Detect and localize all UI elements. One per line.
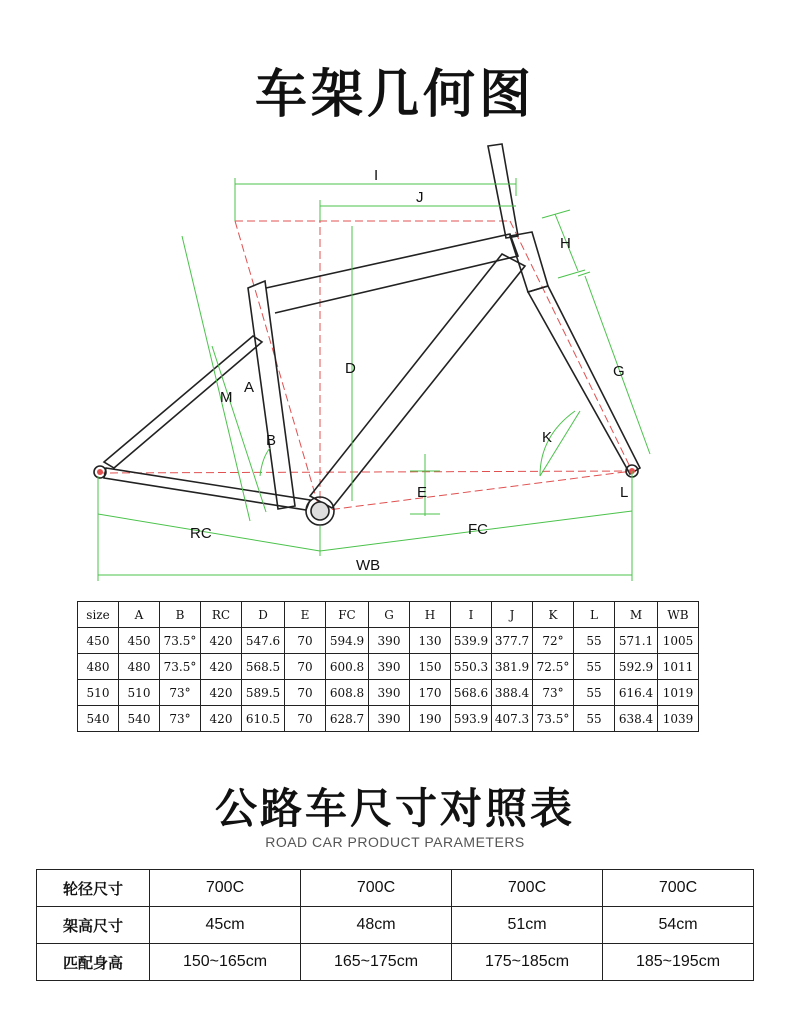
- table-cell: 550.3: [451, 654, 492, 680]
- table-cell: 48cm: [301, 907, 452, 944]
- table-cell: 1039: [658, 706, 699, 732]
- table-cell: 73.5°: [533, 706, 574, 732]
- geometry-table: [77, 601, 699, 732]
- header-cell: D: [242, 602, 285, 628]
- table-cell: 150~165cm: [150, 944, 301, 981]
- table-cell: 55: [574, 680, 615, 706]
- table-cell: 72.5°: [533, 654, 574, 680]
- table-cell: 70: [285, 706, 326, 732]
- table-cell: 70: [285, 680, 326, 706]
- table-cell: 610.5: [242, 706, 285, 732]
- table-cell: 480: [119, 654, 160, 680]
- table-cell: 450: [78, 628, 119, 654]
- table-cell: 420: [201, 628, 242, 654]
- table-cell: 377.7: [492, 628, 533, 654]
- table-cell: 54cm: [603, 907, 754, 944]
- table-cell: 700C: [150, 870, 301, 907]
- table-cell: 390: [369, 654, 410, 680]
- header-cell: WB: [658, 602, 699, 628]
- label-FC: FC: [468, 521, 488, 538]
- table-cell: 593.9: [451, 706, 492, 732]
- table-cell: 1019: [658, 680, 699, 706]
- table-cell: 594.9: [326, 628, 369, 654]
- table-cell: 420: [201, 680, 242, 706]
- header-cell: size: [78, 602, 119, 628]
- label-H: H: [560, 235, 571, 252]
- table-cell: 73.5°: [160, 654, 201, 680]
- table-cell: 592.9: [615, 654, 658, 680]
- table-cell: 420: [201, 706, 242, 732]
- table-cell: 72°: [533, 628, 574, 654]
- table-cell: 568.6: [451, 680, 492, 706]
- header-cell: FC: [326, 602, 369, 628]
- header-cell: A: [119, 602, 160, 628]
- table-cell: 700C: [603, 870, 754, 907]
- table-cell: 70: [285, 654, 326, 680]
- table-cell: 390: [369, 628, 410, 654]
- product-size-table: [36, 869, 754, 981]
- table-row: [78, 680, 699, 706]
- header-cell: K: [533, 602, 574, 628]
- table-row: [78, 628, 699, 654]
- table-cell: 547.6: [242, 628, 285, 654]
- table-cell: 510: [78, 680, 119, 706]
- table-cell: 638.4: [615, 706, 658, 732]
- table-cell: 185~195cm: [603, 944, 754, 981]
- table-cell: 130: [410, 628, 451, 654]
- table-cell: 510: [119, 680, 160, 706]
- table-cell: 55: [574, 628, 615, 654]
- table-cell: 600.8: [326, 654, 369, 680]
- bike-frame: [94, 144, 640, 525]
- table-cell: 539.9: [451, 628, 492, 654]
- table-cell: 175~185cm: [452, 944, 603, 981]
- header-cell: B: [160, 602, 201, 628]
- table-cell: 70: [285, 628, 326, 654]
- table-row: [37, 944, 754, 981]
- product-title: 公路车尺寸对照表: [214, 784, 575, 833]
- table-cell: 540: [119, 706, 160, 732]
- table-cell: 608.8: [326, 680, 369, 706]
- table-cell: 390: [369, 680, 410, 706]
- table-cell: 73°: [160, 706, 201, 732]
- label-WB: WB: [356, 557, 381, 574]
- table-cell: 450: [119, 628, 160, 654]
- table-cell: 55: [574, 654, 615, 680]
- table-cell: 480: [78, 654, 119, 680]
- page-title: 车架几何图: [254, 65, 535, 125]
- header-cell: RC: [201, 602, 242, 628]
- row-label: 轮径尺寸: [37, 870, 150, 907]
- label-E: E: [417, 484, 428, 501]
- product-subtitle: ROAD CAR PRODUCT PARAMETERS: [265, 834, 525, 850]
- label-J: J: [416, 189, 424, 206]
- table-cell: 568.5: [242, 654, 285, 680]
- table-cell: 571.1: [615, 628, 658, 654]
- table-cell: 150: [410, 654, 451, 680]
- table-cell: 73°: [533, 680, 574, 706]
- label-L: L: [620, 484, 629, 501]
- table-cell: 388.4: [492, 680, 533, 706]
- table-cell: 420: [201, 654, 242, 680]
- table-row: [37, 907, 754, 944]
- table-cell: 381.9: [492, 654, 533, 680]
- table-cell: 700C: [452, 870, 603, 907]
- table-cell: 190: [410, 706, 451, 732]
- label-A: A: [244, 379, 255, 396]
- geometry-header-row: [78, 602, 699, 628]
- table-cell: 540: [78, 706, 119, 732]
- table-cell: 45cm: [150, 907, 301, 944]
- table-row: [78, 706, 699, 732]
- table-cell: 390: [369, 706, 410, 732]
- table-cell: 165~175cm: [301, 944, 452, 981]
- table-row: [78, 654, 699, 680]
- header-cell: M: [615, 602, 658, 628]
- table-cell: 628.7: [326, 706, 369, 732]
- header-cell: G: [369, 602, 410, 628]
- row-label: 匹配身高: [37, 944, 150, 981]
- table-row: [37, 870, 754, 907]
- label-B: B: [266, 432, 277, 449]
- header-cell: I: [451, 602, 492, 628]
- rear-axle-marker: [97, 469, 103, 475]
- table-cell: 589.5: [242, 680, 285, 706]
- table-cell: 1011: [658, 654, 699, 680]
- header-cell: E: [285, 602, 326, 628]
- table-cell: 51cm: [452, 907, 603, 944]
- label-K: K: [542, 429, 553, 446]
- table-cell: 1005: [658, 628, 699, 654]
- label-M: M: [220, 389, 233, 406]
- table-cell: 170: [410, 680, 451, 706]
- table-cell: 616.4: [615, 680, 658, 706]
- table-cell: 73.5°: [160, 628, 201, 654]
- header-cell: L: [574, 602, 615, 628]
- label-G: G: [613, 363, 625, 380]
- table-cell: 407.3: [492, 706, 533, 732]
- header-cell: H: [410, 602, 451, 628]
- table-cell: 700C: [301, 870, 452, 907]
- header-cell: J: [492, 602, 533, 628]
- label-I: I: [374, 167, 379, 184]
- label-RC: RC: [190, 525, 212, 542]
- table-cell: 55: [574, 706, 615, 732]
- frame-geometry-diagram: [70, 136, 690, 586]
- table-cell: 73°: [160, 680, 201, 706]
- label-D: D: [345, 360, 356, 377]
- row-label: 架高尺寸: [37, 907, 150, 944]
